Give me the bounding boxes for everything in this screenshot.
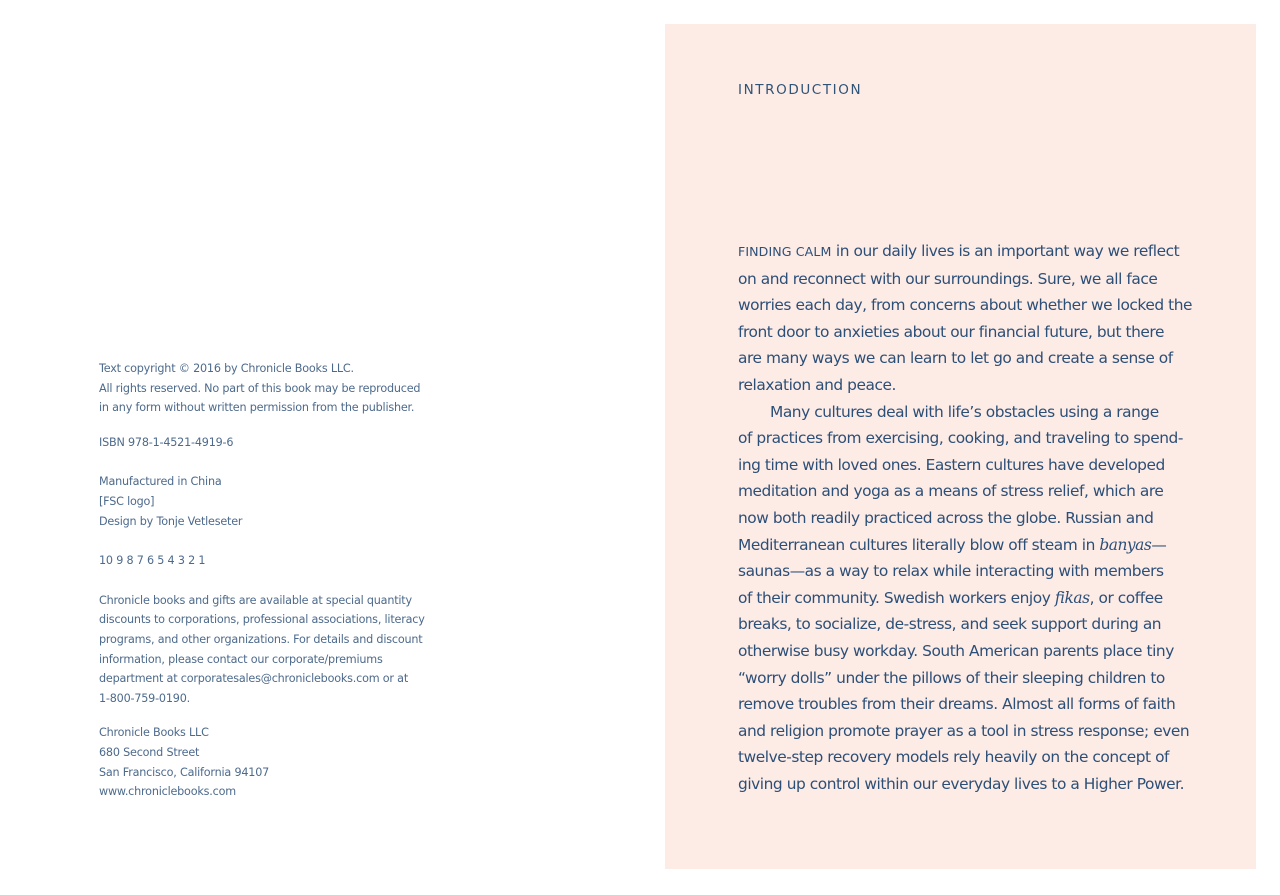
production-line: Design by Tonje Vetleseter (99, 514, 243, 528)
text-span: in our daily lives is an important way we reflect (831, 242, 1180, 260)
text-line: on and reconnect with our surroundings. Sure, we all face (738, 269, 1158, 288)
production-line: [FSC logo] (99, 494, 155, 508)
text-line: saunas—as a way to relax while interacting with members (738, 562, 1164, 581)
sales-line: discounts to corporations, professional associations, literacy (99, 613, 425, 627)
production-line: Manufactured in China (99, 475, 222, 489)
text-line: twelve-step recovery models rely heavily on the concept of (738, 748, 1170, 767)
sales-line: information, please contact our corporate/premiums (99, 652, 383, 666)
lead-in: FINDING CALM (738, 244, 832, 259)
text-line: Many cultures deal with life’s obstacles using a range (770, 402, 1159, 421)
copyright-line: in any form without written permission from the publisher. (99, 401, 415, 415)
text-span: — (1151, 535, 1167, 554)
introduction-body (738, 238, 1198, 797)
isbn (99, 433, 449, 453)
printing-line (99, 551, 449, 571)
text-line: are many ways we can learn to let go and create a sense of (738, 349, 1173, 368)
text-span: of their community. Swedish workers enjoy (738, 588, 1055, 607)
text-line: worries each day, from concerns about whether we locked the (738, 296, 1193, 315)
text-line: of practices from exercising, cooking, and traveling to spend- (738, 429, 1183, 448)
text-line: front door to anxieties about our financial future, but there (738, 322, 1164, 341)
copyright-line: All rights reserved. No part of this book may be reproduced (99, 381, 421, 395)
text-line: “worry dolls” under the pillows of their sleeping children to (738, 668, 1165, 687)
text-span: , or coffee (1089, 588, 1163, 607)
address-line: 680 Second Street (99, 745, 200, 759)
text-span: Mediterranean cultures literally blow off steam in (738, 535, 1100, 554)
sales-line: Chronicle books and gifts are available at special quantity (99, 593, 412, 607)
text-line: meditation and yoga as a means of stress relief, which are (738, 482, 1164, 501)
copyright-line: Text copyright © 2016 by Chronicle Books LLC. (99, 362, 354, 375)
address-line: San Francisco, California 94107 (99, 765, 270, 779)
text-line (738, 585, 1198, 612)
copyright-block (99, 359, 449, 802)
address-line: Chronicle Books LLC (99, 726, 209, 740)
sales-line: programs, and other organizations. For details and discount (99, 632, 423, 646)
text-line: relaxation and peace. (738, 375, 896, 394)
publisher-website: www.chroniclebooks.com (99, 785, 236, 799)
text-line: otherwise busy workday. South American parents place tiny (738, 641, 1174, 660)
introduction-page (665, 24, 1256, 869)
text-line (738, 532, 1198, 559)
text-line (738, 238, 1198, 266)
publisher-address (99, 723, 449, 801)
sales-line: 1-800-759-0190. (99, 691, 190, 705)
production-info (99, 472, 449, 531)
sales-info (99, 591, 449, 709)
italic-term: banyas (1099, 535, 1152, 554)
text-line: ing time with loved ones. Eastern cultures have developed (738, 455, 1165, 474)
text-line: and religion promote prayer as a tool in stress response; even (738, 721, 1190, 740)
italic-term: fikas (1054, 588, 1090, 607)
sales-line: department at corporatesales@chroniclebooks.com or at (99, 672, 409, 686)
isbn-text: ISBN 978-1-4521-4919-6 (99, 435, 234, 449)
section-heading: INTRODUCTION (738, 82, 863, 98)
text-line: now both readily practiced across the globe. Russian and (738, 508, 1154, 527)
printing-text: 10 9 8 7 6 5 4 3 2 1 (99, 554, 206, 568)
text-line: giving up control within our everyday lives to a Higher Power. (738, 774, 1185, 793)
text-line: breaks, to socialize, de-stress, and seek support during an (738, 615, 1162, 634)
text-line: remove troubles from their dreams. Almost all forms of faith (738, 695, 1176, 714)
copyright-notice (99, 359, 449, 418)
